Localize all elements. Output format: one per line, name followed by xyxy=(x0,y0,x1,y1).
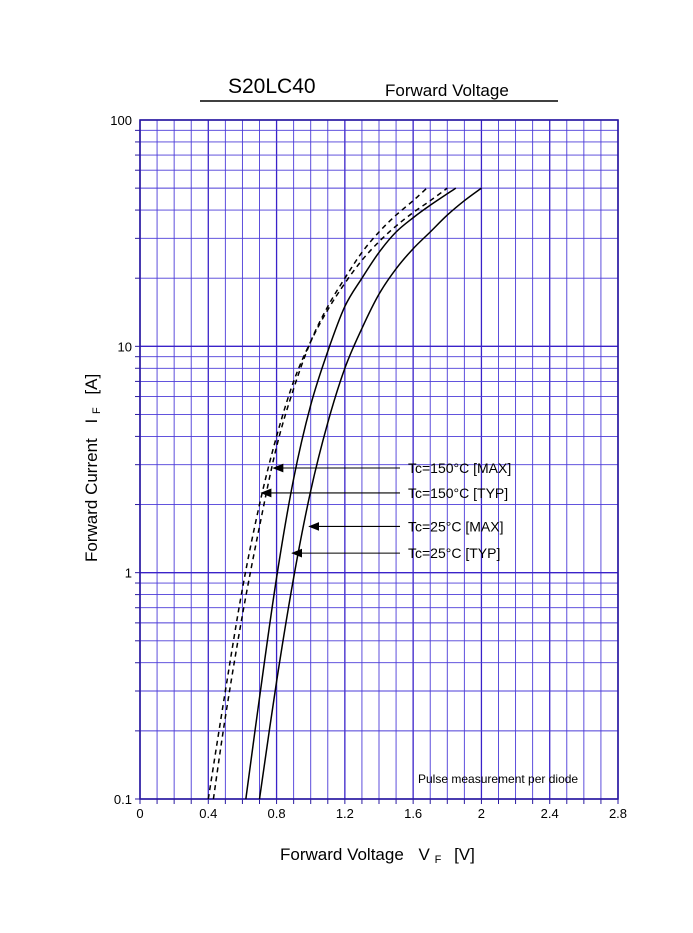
x-tick-labels xyxy=(136,806,627,821)
grid xyxy=(135,120,618,804)
annotation-label: Tc=25°C [MAX] xyxy=(408,518,504,535)
y-tick-labels xyxy=(110,113,132,807)
x-tick-label: 1.2 xyxy=(335,806,354,821)
y-axis-title xyxy=(82,374,104,562)
x-tick-label: 0.8 xyxy=(267,806,286,821)
annotation-label: Tc=25°C [TYP] xyxy=(408,545,501,562)
y-axis-label: Forward Current xyxy=(82,438,101,562)
y-tick-label: 100 xyxy=(110,113,132,128)
y-tick-label: 10 xyxy=(117,339,132,355)
chart-subtitle: Forward Voltage xyxy=(385,81,509,100)
x-tick-label: 0.4 xyxy=(199,806,218,821)
x-axis-title xyxy=(280,845,475,867)
x-tick-label: 0 xyxy=(136,806,144,821)
annotation-label: Tc=150°C [TYP] xyxy=(408,484,509,501)
x-tick-label: 2 xyxy=(477,806,486,821)
x-tick-label: 2.4 xyxy=(540,806,559,821)
series-line-0 xyxy=(213,188,426,799)
y-tick-label: 0.1 xyxy=(113,792,132,807)
measurement-note: Pulse measurement per diode xyxy=(418,772,579,786)
annotation-label: Tc=150°C [MAX] xyxy=(408,460,512,477)
x-tick-label: 2.8 xyxy=(608,806,628,821)
x-axis-label: Forward Voltage xyxy=(280,845,404,864)
y-axis-subscript: F xyxy=(91,407,103,415)
x-axis-symbol: V xyxy=(418,845,430,864)
x-tick-label: 1.6 xyxy=(404,806,423,821)
chart-title: S20LC40 xyxy=(228,75,316,98)
x-axis-subscript: F xyxy=(434,854,442,866)
y-tick-label: 1 xyxy=(124,565,132,581)
y-axis-symbol: I xyxy=(82,418,101,424)
y-axis-unit: [A] xyxy=(82,373,101,395)
x-axis-unit: [V] xyxy=(454,845,475,864)
